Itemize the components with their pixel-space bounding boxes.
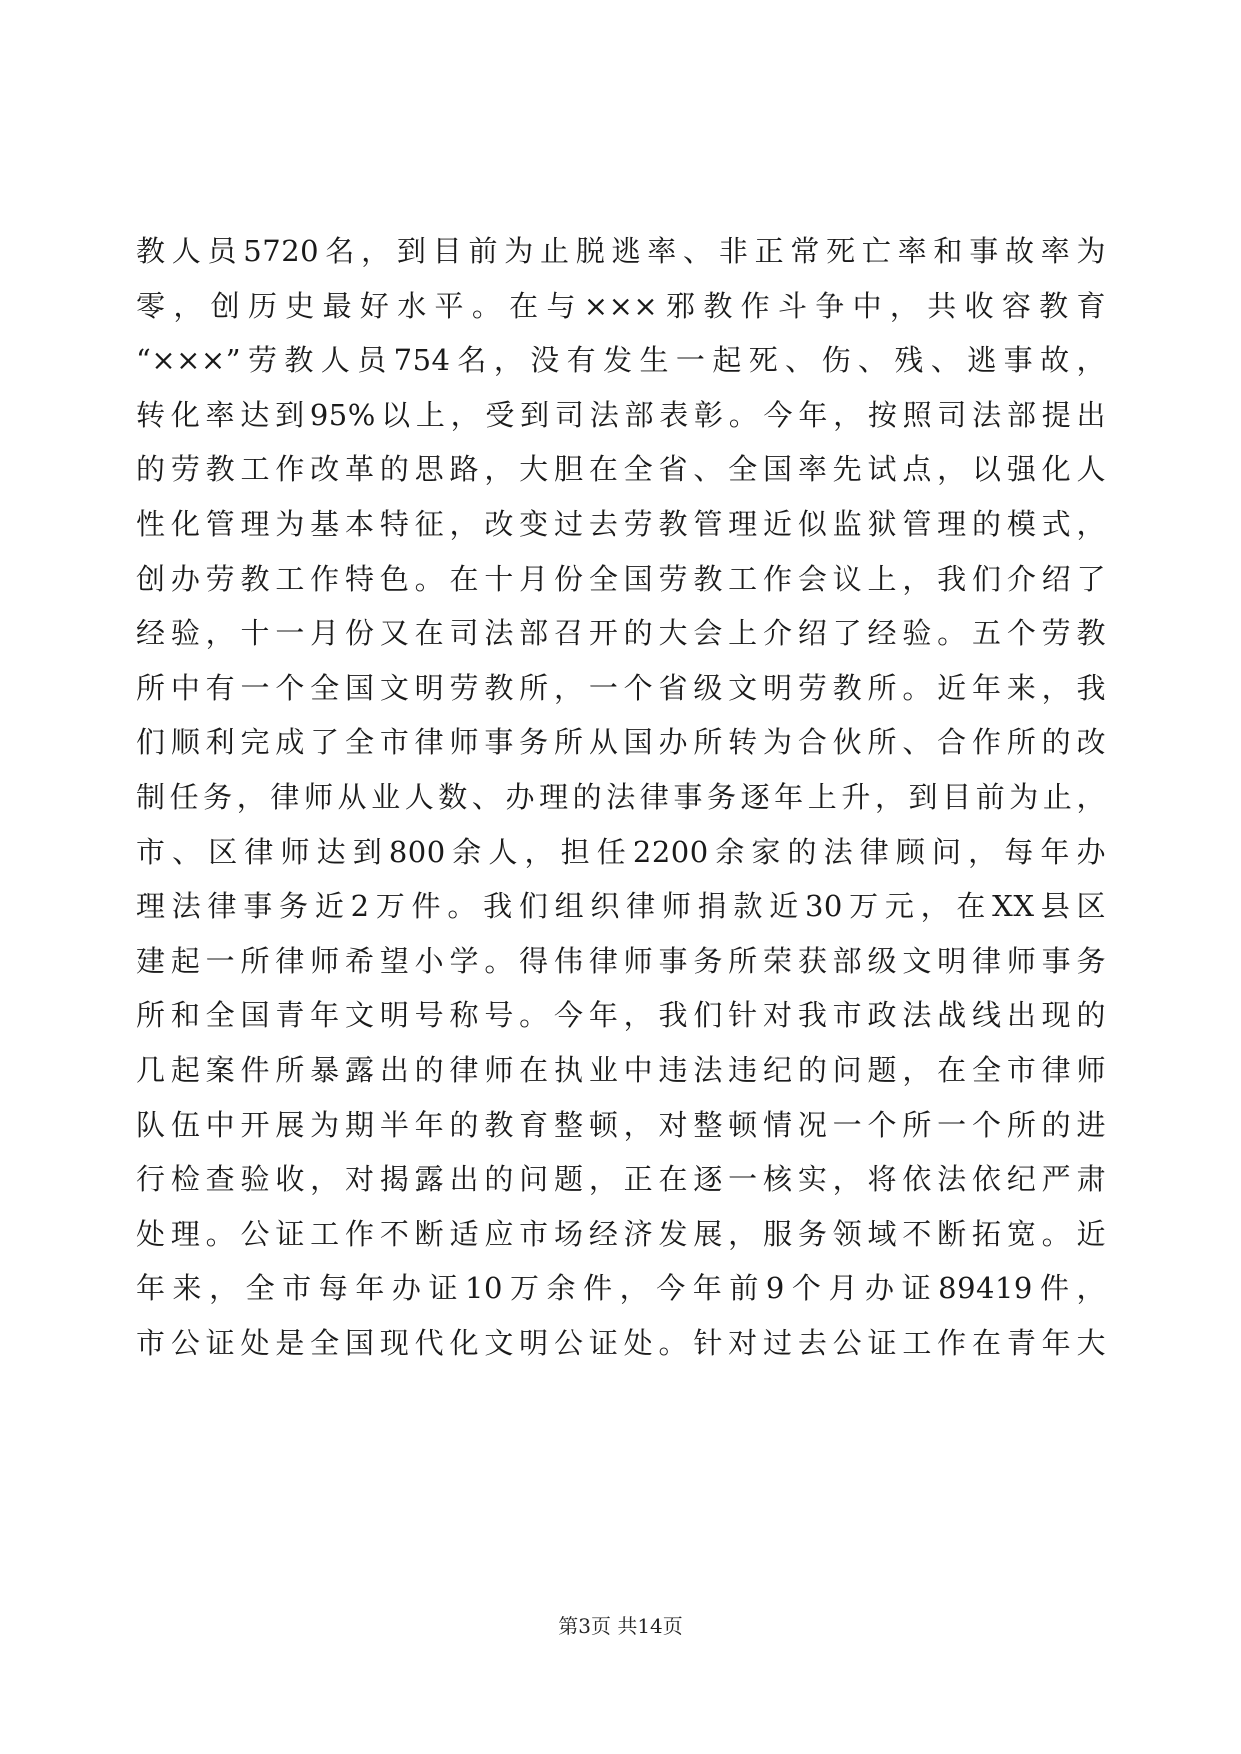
text-line: 处理。公证工作不断适应市场经济发展，服务领域不断拓宽。近 [136, 1216, 1106, 1251]
text-line: 理法律事务近2万件。我们组织律师捐款近30万元，在XX县区 [136, 889, 1106, 924]
text-line: 经验，十一月份又在司法部召开的大会上介绍了经验。五个劳教 [136, 616, 1106, 651]
page-footer [0, 1610, 1241, 1639]
text-line: 创办劳教工作特色。在十月份全国劳教工作会议上，我们介绍了 [136, 561, 1106, 596]
text-line: “×××”劳教人员754名，没有发生一起死、伤、残、逃事故， [136, 343, 1106, 378]
text-line: 年来，全市每年办证10万余件，今年前9个月办证89419件， [136, 1271, 1106, 1306]
text-line: 市、区律师达到800余人，担任2200余家的法律顾问，每年办 [136, 834, 1106, 869]
text-line: 行检查验收，对揭露出的问题，正在逐一核实，将依法依纪严肃 [136, 1162, 1106, 1197]
text-line: 们顺利完成了全市律师事务所从国办所转为合伙所、合作所的改 [136, 725, 1106, 760]
text-line: 转化率达到95%以上，受到司法部表彰。今年，按照司法部提出 [136, 397, 1106, 432]
page-number-label: 第3页 共14页 [558, 1614, 683, 1638]
text-line: 所和全国青年文明号称号。今年，我们针对我市政法战线出现的 [136, 998, 1106, 1033]
body-text [136, 224, 1106, 1370]
text-line: 的劳教工作改革的思路，大胆在全省、全国率先试点，以强化人 [136, 452, 1106, 487]
text-line: 制任务，律师从业人数、办理的法律事务逐年上升，到目前为止， [136, 779, 1106, 814]
text-line: 性化管理为基本特征，改变过去劳教管理近似监狱管理的模式， [136, 506, 1106, 541]
text-line: 所中有一个全国文明劳教所，一个省级文明劳教所。近年来，我 [136, 670, 1106, 705]
text-line: 市公证处是全国现代化文明公证处。针对过去公证工作在青年大 [136, 1325, 1106, 1360]
text-line: 队伍中开展为期半年的教育整顿，对整顿情况一个所一个所的进 [136, 1107, 1106, 1142]
text-line: 零，创历史最好水平。在与×××邪教作斗争中，共收容教育 [136, 288, 1106, 323]
text-line: 建起一所律师希望小学。得伟律师事务所荣获部级文明律师事务 [136, 943, 1106, 978]
text-line: 教人员5720名，到目前为止脱逃率、非正常死亡率和事故率为 [136, 234, 1106, 268]
text-line: 几起案件所暴露出的律师在执业中违法违纪的问题，在全市律师 [136, 1052, 1106, 1087]
